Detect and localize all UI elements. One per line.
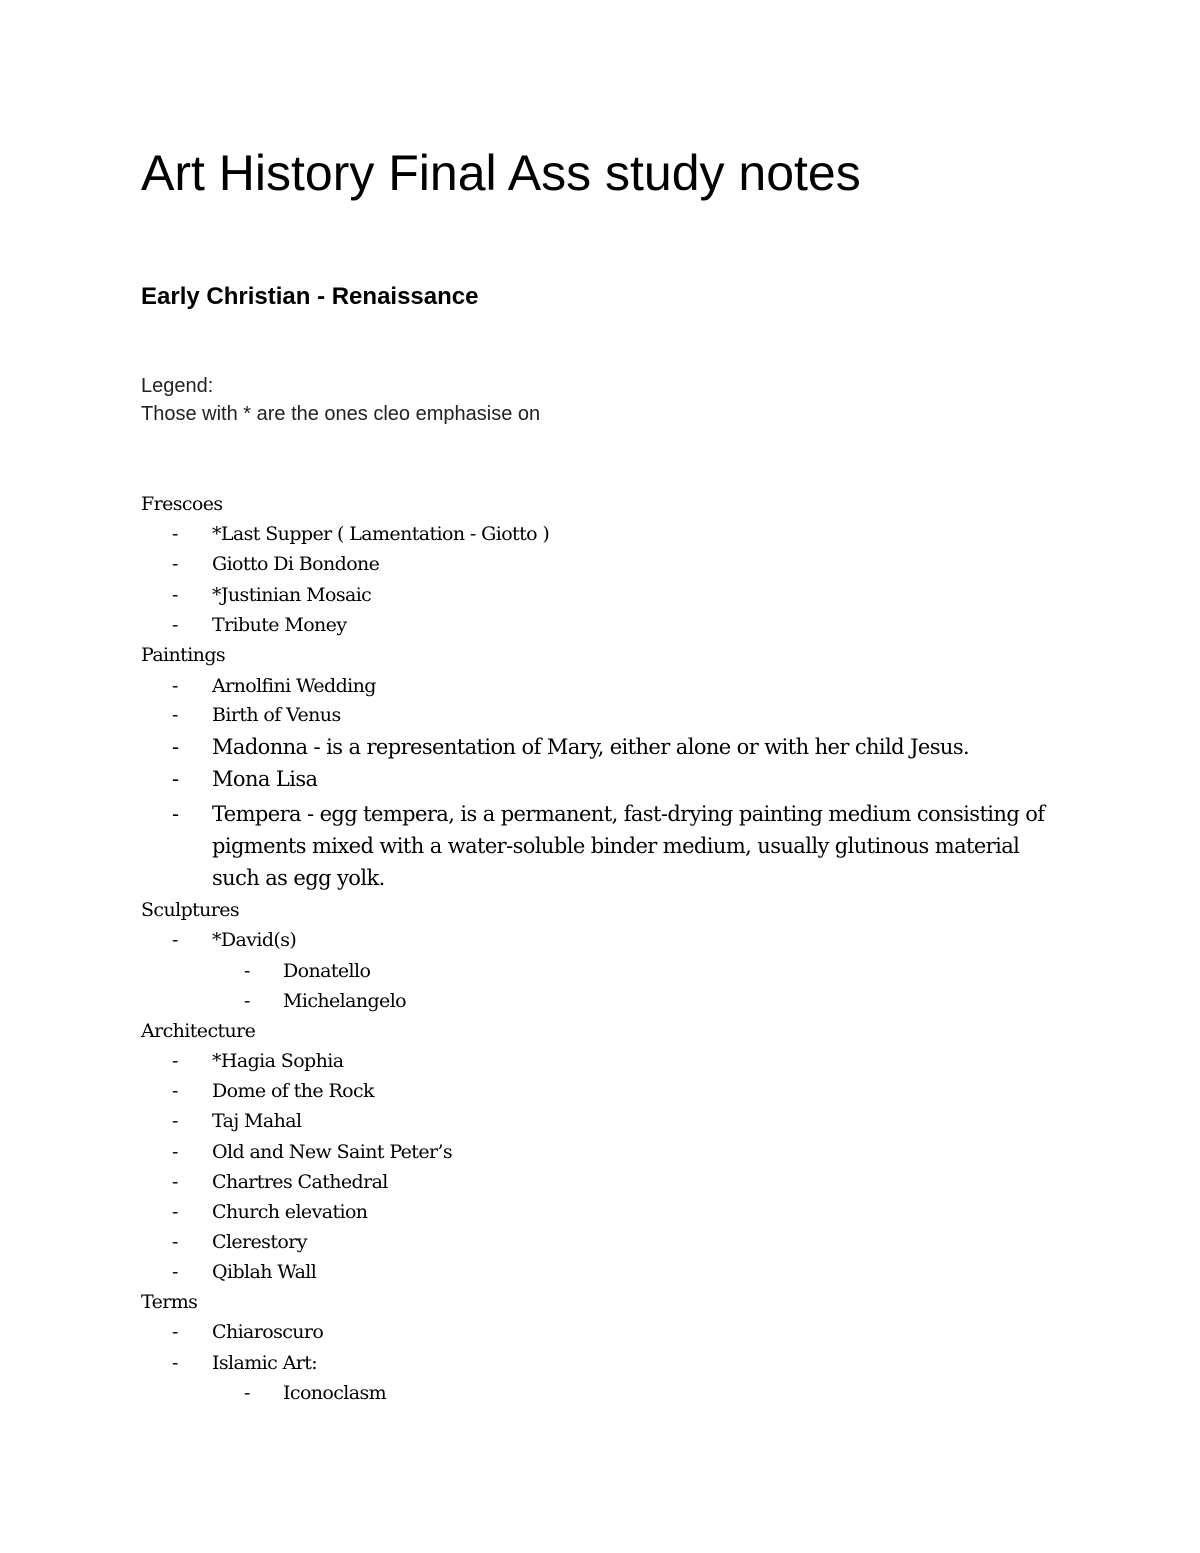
bullet-dash: - (172, 675, 178, 697)
bullet-dash: - (172, 1050, 178, 1072)
list-item: *Last Supper ( Lamentation - Giotto ) (212, 523, 550, 545)
bullet-dash: - (172, 1201, 178, 1223)
list-item: Chartres Cathedral (212, 1171, 388, 1193)
legend-note: Those with * are the ones cleo emphasise on (141, 403, 541, 425)
list-item: *David(s) (212, 929, 297, 951)
list-item: Church elevation (212, 1201, 368, 1223)
bullet-dash: - (172, 1080, 178, 1102)
list-item: Birth of Venus (212, 704, 341, 726)
bullet-dash: - (172, 1141, 178, 1163)
sub-list-item: Michelangelo (283, 990, 407, 1012)
list-item: Arnolfini Wedding (212, 675, 376, 697)
sub-list-item: Donatello (283, 960, 371, 982)
bullet-dash: - (172, 1261, 178, 1283)
bullet-dash: - (172, 1110, 178, 1132)
list-item: Giotto Di Bondone (212, 553, 380, 575)
list-item: Qiblah Wall (212, 1261, 317, 1283)
bullet-dash: - (244, 1382, 250, 1404)
section-subtitle: Early Christian - Renaissance (141, 283, 479, 310)
sculptures-heading: Sculptures (141, 899, 240, 921)
list-item: Tempera - egg tempera, is a permanent, fast-drying painting medium consisting of pigments mixed with a water-soluble binder medium, usually glutinous material such as egg yolk. (212, 802, 1045, 890)
list-item: *Hagia Sophia (212, 1050, 344, 1072)
bullet-dash: - (172, 735, 179, 759)
bullet-dash: - (172, 704, 178, 726)
terms-heading: Terms (141, 1291, 198, 1313)
bullet-dash: - (244, 960, 250, 982)
page-title: Art History Final Ass study notes (141, 145, 861, 201)
list-item: Old and New Saint Peter’s (212, 1141, 453, 1163)
list-item: Taj Mahal (212, 1110, 302, 1132)
list-item: *Justinian Mosaic (212, 584, 372, 606)
list-item: Tribute Money (212, 614, 347, 636)
list-item: Chiaroscuro (212, 1321, 324, 1343)
bullet-dash: - (172, 614, 178, 636)
bullet-dash: - (172, 1171, 178, 1193)
bullet-dash: - (172, 553, 178, 575)
paintings-heading: Paintings (141, 644, 226, 666)
bullet-dash: - (172, 1352, 178, 1374)
list-item: Madonna - is a representation of Mary, either alone or with her child Jesus. (212, 735, 970, 759)
list-item: Dome of the Rock (212, 1080, 374, 1102)
list-item: Clerestory (212, 1231, 307, 1253)
bullet-dash: - (172, 1321, 178, 1343)
list-item: Islamic Art: (212, 1352, 318, 1374)
bullet-dash: - (172, 523, 178, 545)
list-item: Mona Lisa (212, 767, 318, 791)
bullet-dash: - (172, 767, 179, 791)
bullet-dash: - (172, 929, 178, 951)
architecture-heading: Architecture (141, 1020, 256, 1042)
bullet-dash: - (172, 802, 179, 826)
bullet-dash: - (244, 990, 250, 1012)
legend-label: Legend: (141, 375, 214, 397)
frescoes-heading: Frescoes (141, 493, 223, 515)
bullet-dash: - (172, 1231, 178, 1253)
sub-list-item: Iconoclasm (283, 1382, 387, 1404)
bullet-dash: - (172, 584, 178, 606)
